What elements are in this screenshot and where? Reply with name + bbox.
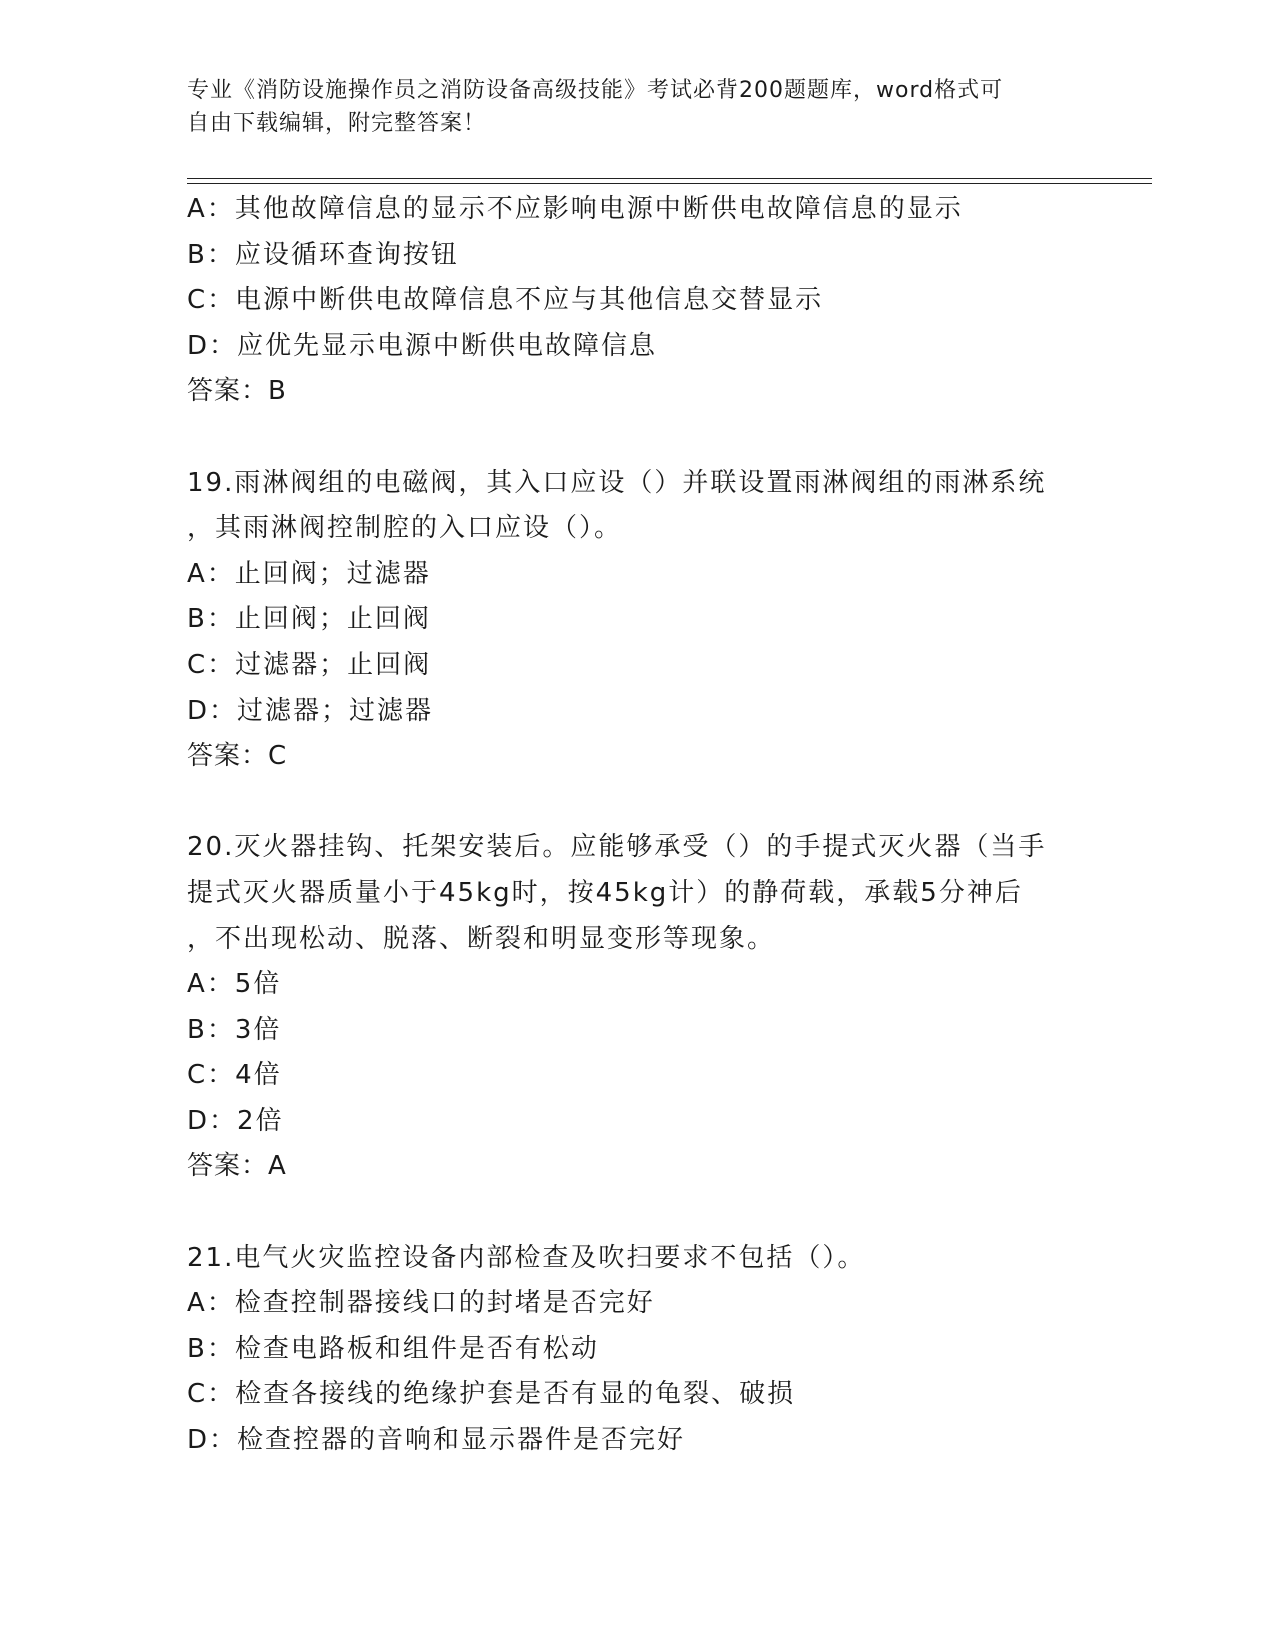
option-a: A：5倍 — [187, 969, 282, 1000]
option-c: C：过滤器；止回阀 — [187, 649, 432, 680]
option-a: A：其他故障信息的显示不应影响电源中断供电故障信息的显示 — [187, 194, 963, 224]
option-b: B：3倍 — [187, 1014, 282, 1045]
option-b: B：检查电路板和组件是否有松动 — [187, 1333, 599, 1364]
spacer — [187, 1190, 1087, 1236]
question-stem-continued: ，其雨淋阀控制腔的入口应设（）。 — [187, 513, 623, 544]
option-c: C：电源中断供电故障信息不应与其他信息交替显示 — [187, 285, 824, 316]
document-header — [187, 74, 1067, 140]
option-d: D：过滤器；过滤器 — [187, 695, 434, 726]
question-list — [187, 187, 1087, 1464]
question-18 — [187, 187, 1087, 415]
question-stem: 20.灭火器挂钩、托架安装后。应能够承受（）的手提式灭火器（当手 — [187, 832, 1047, 863]
question-stem: 21.电气火灾监控设备内部检查及吹扫要求不包括（）。 — [187, 1242, 866, 1273]
answer: 答案：C — [187, 741, 288, 772]
option-b: B：应设循环查询按钮 — [187, 239, 459, 270]
option-b: B：止回阀；止回阀 — [187, 604, 431, 635]
answer: 答案：A — [187, 1151, 287, 1182]
question-20 — [187, 825, 1087, 1190]
question-stem: 19.雨淋阀组的电磁阀，其入口应设（）并联设置雨淋阀组的雨淋系统 — [187, 467, 1047, 498]
spacer — [187, 415, 1087, 461]
option-c: C：4倍 — [187, 1060, 282, 1091]
header-title-line-2: 自由下载编辑，附完整答案！ — [187, 111, 487, 136]
option-a: A：检查控制器接线口的封堵是否完好 — [187, 1288, 655, 1319]
question-stem-continued: 提式灭火器质量小于45kg时，按45kg计）的静荷载，承载5分神后 — [187, 877, 1023, 908]
option-a: A：止回阀；过滤器 — [187, 558, 431, 589]
question-stem-continued: ，不出现松动、脱落、断裂和明显变形等现象。 — [187, 923, 776, 954]
header-title-line-1: 专业《消防设施操作员之消防设备高级技能》考试必背200题题库，word格式可 — [187, 78, 1004, 103]
question-21 — [187, 1236, 1087, 1464]
option-d: D：应优先显示电源中断供电故障信息 — [187, 330, 658, 361]
header-divider-top — [187, 178, 1152, 179]
spacer — [187, 780, 1087, 826]
option-c: C：检查各接线的绝缘护套是否有显的龟裂、破损 — [187, 1379, 796, 1410]
answer: 答案：B — [187, 376, 287, 407]
option-d: D：检查控器的音响和显示器件是否完好 — [187, 1425, 686, 1456]
option-d: D：2倍 — [187, 1105, 284, 1136]
header-divider-bottom — [187, 183, 1152, 184]
question-19 — [187, 461, 1087, 780]
